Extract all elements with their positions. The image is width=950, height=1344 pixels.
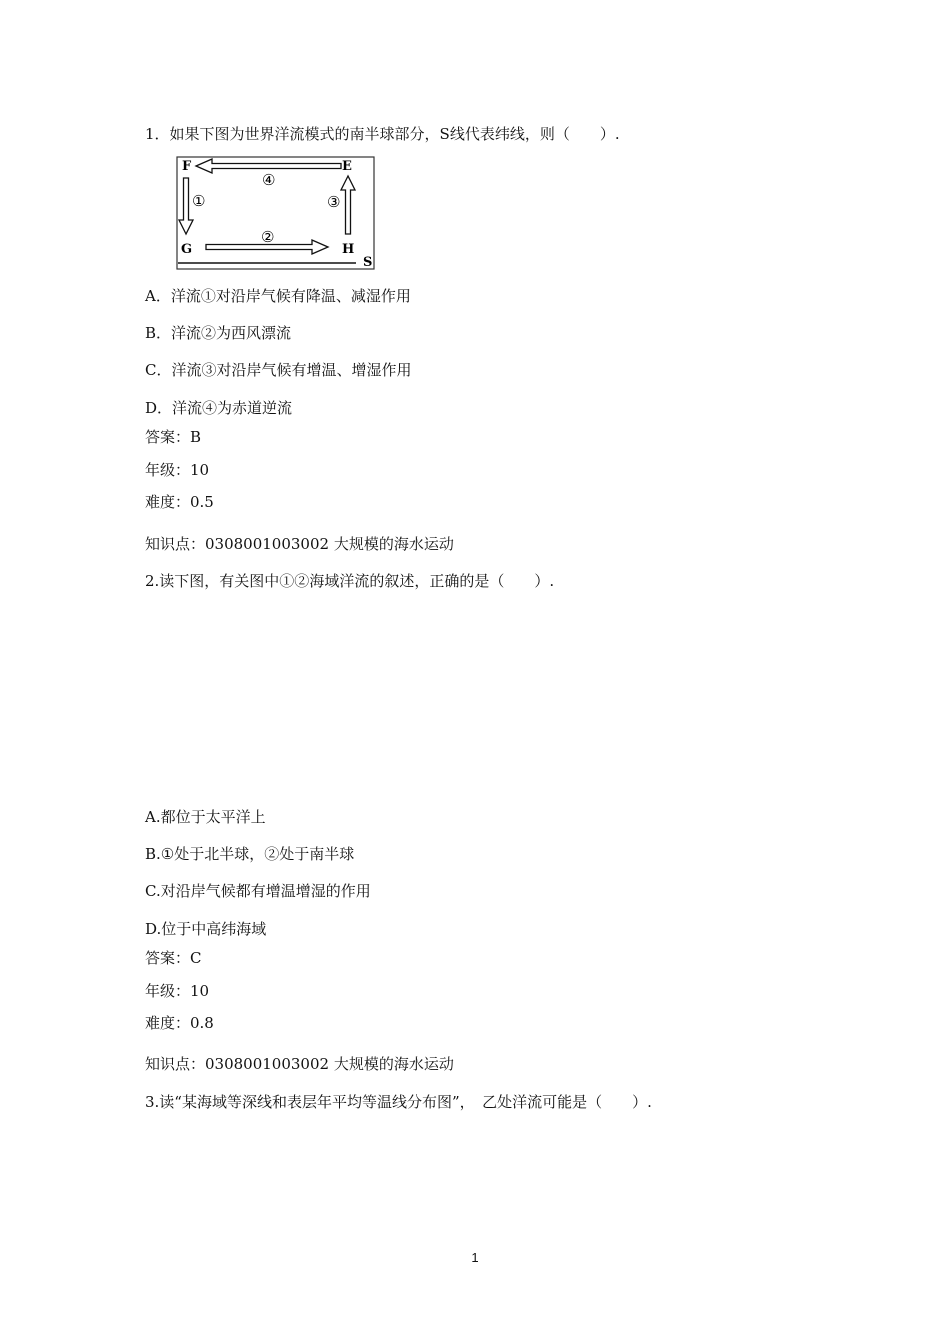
q1-option-c: C．洋流③对沿岸气候有增温、增湿作用 [145, 361, 412, 379]
current-label-4: ④ [262, 171, 276, 189]
corner-label-g: G [181, 242, 193, 257]
q2-answer: 答案：C [145, 949, 202, 967]
q2-option-b: B.①处于北半球，②处于南半球 [145, 845, 355, 863]
current-label-1: ① [192, 192, 206, 210]
corner-label-f: F [182, 159, 192, 174]
q1-answer: 答案：B [145, 428, 202, 446]
q1-grade: 年级：10 [145, 461, 210, 479]
current-label-3: ③ [327, 193, 341, 211]
q2-difficulty: 难度：0.8 [145, 1014, 214, 1032]
page-number: 1 [471, 1250, 479, 1265]
current-label-2: ② [261, 228, 275, 246]
q1-option-d: D．洋流④为赤道逆流 [145, 399, 293, 417]
q2-knowledge: 知识点：0308001003002 大规模的海水运动 [145, 1055, 454, 1073]
q1-difficulty: 难度：0.5 [145, 493, 214, 511]
q1-stem: 1．如果下图为世界洋流模式的南半球部分，S线代表纬线，则（ ）. [145, 125, 620, 143]
q2-option-a: A.都位于太平洋上 [145, 808, 266, 826]
line-label-s: S [363, 255, 373, 270]
q1-option-a: A．洋流①对沿岸气候有降温、减湿作用 [145, 287, 411, 305]
q2-option-c: C.对沿岸气候都有增温增湿的作用 [145, 882, 371, 900]
corner-label-e: E [342, 159, 352, 174]
q2-stem: 2.读下图，有关图中①②海域洋流的叙述，正确的是（ ）. [145, 572, 555, 590]
ocean-current-diagram [176, 156, 376, 270]
q2-grade: 年级：10 [145, 982, 210, 1000]
q2-option-d: D.位于中高纬海域 [145, 920, 267, 938]
q1-knowledge: 知识点：0308001003002 大规模的海水运动 [145, 535, 454, 553]
corner-label-h: H [342, 242, 355, 257]
q3-stem: 3.读“某海域等深线和表层年平均等温线分布图”， 乙处洋流可能是（ ）. [145, 1093, 652, 1111]
q1-option-b: B．洋流②为西风漂流 [145, 324, 292, 342]
